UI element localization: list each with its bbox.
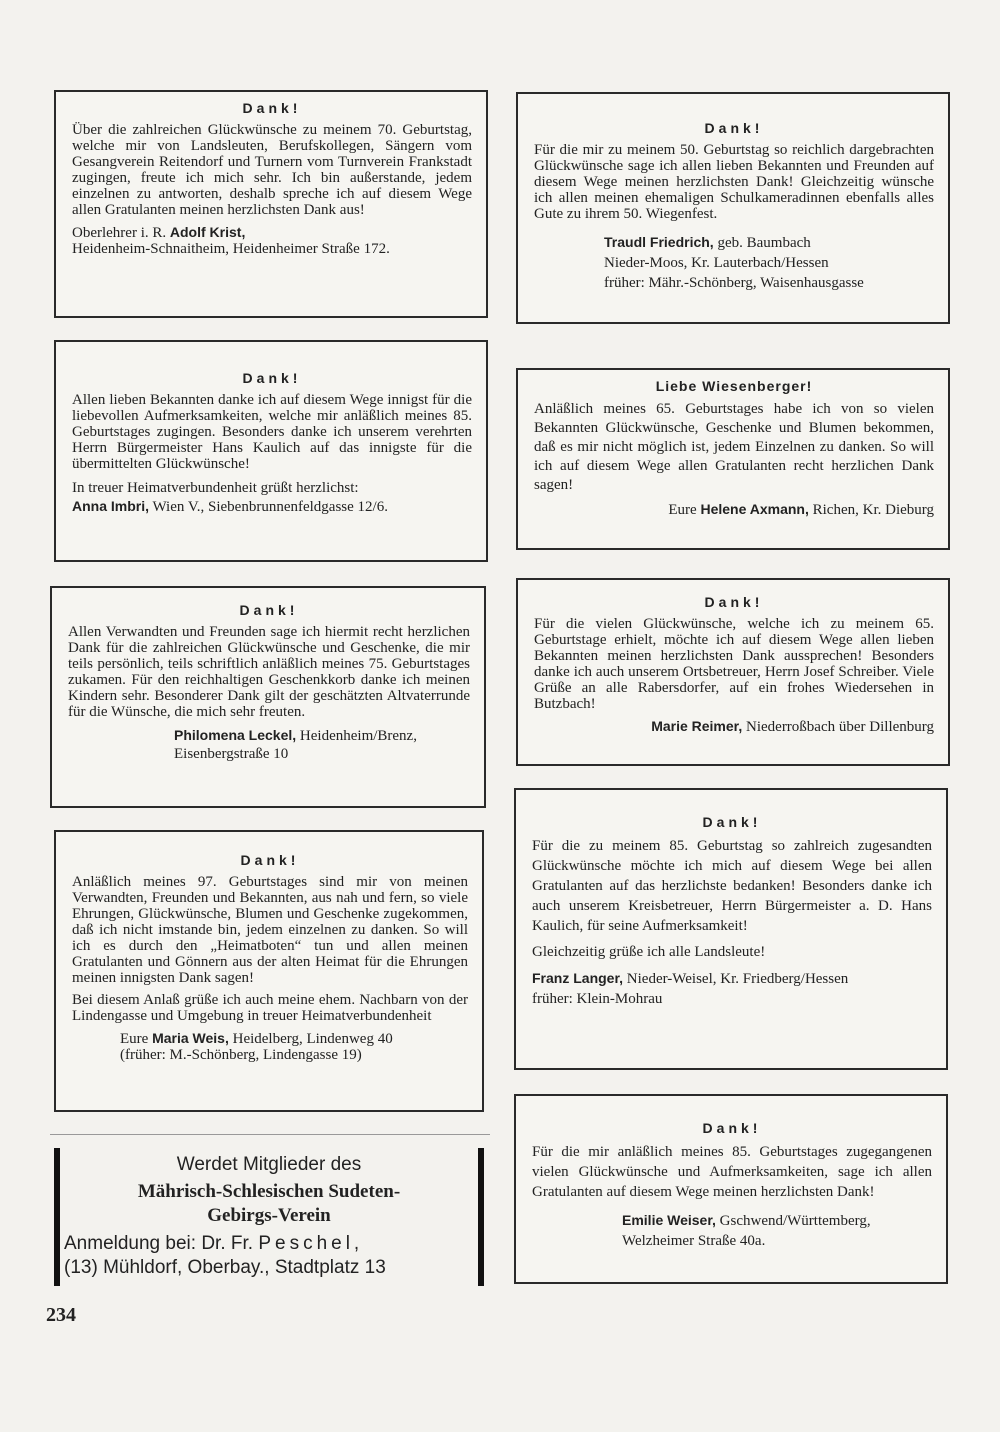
sig-name: Maria Weis,	[152, 1030, 229, 1046]
sig-address-2: Eisenbergstraße 10	[174, 746, 289, 762]
notice-body: Für die mir zu meinem 50. Geburtstag so reichlich dargebrachten Glückwünsche sage ich allen lieben Bekannten und Freunden auf diesem Wege meinen herzlichsten Dank! Gleichzeitig wünsche ich allen meinen ehemaligen Schulkameradinnen ebenfalls alles Gute zu ihrem 50. Wiegenfest.	[534, 142, 934, 222]
notice-signature	[534, 718, 934, 735]
sig-prefix: Eure	[668, 502, 697, 518]
sig-address: geb. Baumbach	[717, 235, 811, 251]
sig-name: Helene Axmann,	[700, 501, 809, 517]
notice-body-2: Bei diesem Anlaß grüße ich auch meine ehem. Nachbarn von der Lindengasse und Umgebung in treuer Heimatverbundenheit	[72, 992, 468, 1024]
notice-leckel	[50, 586, 486, 808]
notice-heading: Dank!	[704, 594, 764, 610]
notice-body: Allen Verwandten und Freunden sage ich hiermit recht herzlichen Dank für die zahlreichen Glückwünsche und Geschenke, die mir teils persönlich, teils schriftlich anläßlich meines 75. Geburtstages zukamen. Für den reichhaltigen Geschenkkorb danke ich meinen Kindern sehr. Besonderer Dank gilt der geschätzten Altvaterrunde für die Wünsche, die mich sehr freuten.	[68, 624, 470, 720]
notice-heading: Dank!	[242, 370, 302, 386]
sig-address-2: früher: Klein-Mohrau	[532, 991, 663, 1007]
notice-body: Für die zu meinem 85. Geburtstag so zahlreich zugesandten Glückwünsche möchte ich mich auf diesem Wege bei allen Gratulanten auf das herzlichste bedanken! Besonders danke ich auch unserem Kreisbetreuer, Herrn Bürgermeister a. D. Hans Kaulich, für seine Aufmerksamkeit!	[532, 838, 932, 934]
ad-line-2: Mährisch-Schlesischen Sudeten-	[137, 1181, 401, 1202]
notice-body: Über die zahlreichen Glückwünsche zu meinem 70. Geburtstag, welche mir von Landsleuten, Berufskollegen, Sängern vom Gesangverein Reitendorf und Turnern vom Turnverein Frankstadt zugingen, freute ich mich sehr. Ich bin außerstande, jedem einzelnen zu antworten, deshalb spreche ich auf diesem Wege allen Gratulanten meinen herzlichsten Dank aus!	[72, 122, 472, 218]
notice-heading: Dank!	[702, 814, 762, 830]
notice-signature	[534, 501, 934, 518]
sig-name: Marie Reimer,	[651, 718, 743, 734]
sig-address-2: Nieder-Moos, Kr. Lauterbach/Hessen	[604, 255, 829, 271]
notice-signature	[68, 726, 470, 763]
notice-heading: Dank!	[702, 1120, 762, 1136]
notice-greeting: In treuer Heimatverbundenheit grüßt herzlichst:	[72, 480, 359, 496]
sig-address: Gschwend/Württemberg,	[719, 1213, 871, 1229]
notice-heading: Dank!	[240, 852, 300, 868]
ad-line-5: (13) Mühldorf, Oberbay., Stadtplatz 13	[64, 1257, 386, 1278]
sig-name: Emilie Weiser,	[622, 1212, 716, 1228]
sig-address: Heidelberg, Lindenweg 40	[232, 1031, 393, 1047]
sig-name: Traudl Friedrich,	[604, 234, 714, 250]
sig-name: Adolf Krist,	[169, 224, 246, 240]
notice-greeting: Gleichzeitig grüße ich alle Landsleute!	[532, 944, 766, 960]
notice-body: Allen lieben Bekannten danke ich auf diesem Wege innigst für die liebevollen Aufmerksamkeiten, welche mir anläßlich meines 85. Geburtstages zugingen. Besonders danke ich unserem verehrten Herrn Bürgermeister Hans Kaulich auf das innigste für die übermittelten Glückwünsche!	[72, 392, 472, 472]
sig-name: Franz Langer,	[532, 970, 624, 986]
sig-address: Heidenheim/Brenz,	[299, 728, 417, 744]
ad-line-4	[64, 1232, 474, 1256]
sig-name: Anna Imbri,	[72, 498, 150, 514]
sig-prefix: Oberlehrer i. R.	[72, 225, 167, 241]
notice-heading: Liebe Wiesenberger!	[655, 378, 813, 394]
sig-address: Niederroßbach über Dillenburg	[746, 719, 934, 735]
membership-ad	[54, 1148, 484, 1286]
divider	[50, 1134, 490, 1135]
sig-address: Heidenheim-Schnaitheim, Heidenheimer Straße 172.	[72, 241, 390, 257]
notice-signature	[532, 1210, 932, 1251]
notice-reimer	[516, 578, 950, 766]
sig-address: Richen, Kr. Dieburg	[812, 502, 934, 518]
notice-body: Anläßlich meines 65. Geburtstages habe ich von so vielen Bekannten Glückwünsche, Geschenke und Blumen bekommen, daß es mir nicht möglich ist, jedem Einzelnen zu danken. So will ich auf diesem Wege allen Gratulanten recht herzlichen Dank sagen!	[534, 401, 934, 493]
notice-signature	[72, 498, 472, 515]
ad-line-3: Gebirgs-Verein	[207, 1205, 331, 1226]
sig-address-3: früher: Mähr.-Schönberg, Waisenhausgasse	[604, 275, 864, 291]
notice-signature	[72, 224, 472, 257]
sig-address-2: (früher: M.-Schönberg, Lindengasse 19)	[120, 1047, 362, 1063]
notice-body: Für die vielen Glückwünsche, welche ich zu meinem 65. Geburtstage erhielt, möchte ich auf diesem Wege allen lieben Bekannten meinen herzlichsten Dank aussprechen! Besonders danke ich auch unserem Ortsbetreuer, Herrn Josef Schreiber. Viele Grüße an alle Rabersdorfer, auf ein frohes Wiedersehen in Butzbach!	[534, 616, 934, 712]
ad-line-4a: Anmeldung bei: Dr. Fr.	[64, 1233, 254, 1254]
sig-address: Nieder-Weisel, Kr. Friedberg/Hessen	[626, 971, 849, 987]
page-number: 234	[46, 1304, 76, 1326]
notice-krist	[54, 90, 488, 318]
notice-body: Für die mir anläßlich meines 85. Geburtstages zugegangenen vielen Glückwünsche und Aufmerksamkeiten, sage ich allen Gratulanten auf diesem Wege meinen herzlichsten Dank!	[532, 1144, 932, 1200]
sig-prefix: Eure	[120, 1031, 149, 1047]
notice-body: Anläßlich meines 97. Geburtstages sind mir von meinen Verwandten, Freunden und Bekannten, aus nah und fern, so viele Ehrungen, Glückwünsche, Blumen und Geschenke zugekommen, daß ich nicht imstande bin, jedem einzelnen zu danken. So will ich es durch den „Heimatboten“ tun und allen meinen Gratulanten und Gönnern aus der alten Heimat für die Ehrungen meinen innigsten Dank sagen!	[72, 874, 468, 986]
notice-heading: Dank!	[704, 120, 764, 136]
notice-heading: Dank!	[239, 602, 299, 618]
sig-address-2: Welzheimer Straße 40a.	[622, 1233, 766, 1249]
notice-signature	[532, 968, 932, 1009]
notice-heading: Dank!	[242, 100, 302, 116]
notice-signature	[72, 1030, 468, 1063]
sig-name: Philomena Leckel,	[174, 727, 297, 743]
ad-line-4b: Peschel,	[258, 1233, 364, 1254]
notice-weiser	[514, 1094, 948, 1284]
ad-line-1: Werdet Mitglieder des	[176, 1154, 362, 1175]
notice-axmann	[516, 368, 950, 550]
notice-imbri	[54, 340, 488, 562]
sig-address: Wien V., Siebenbrunnenfeldgasse 12/6.	[152, 499, 388, 515]
notice-friedrich	[516, 92, 950, 324]
notice-signature	[604, 232, 934, 293]
notice-langer	[514, 788, 948, 1070]
notice-weis	[54, 830, 484, 1112]
